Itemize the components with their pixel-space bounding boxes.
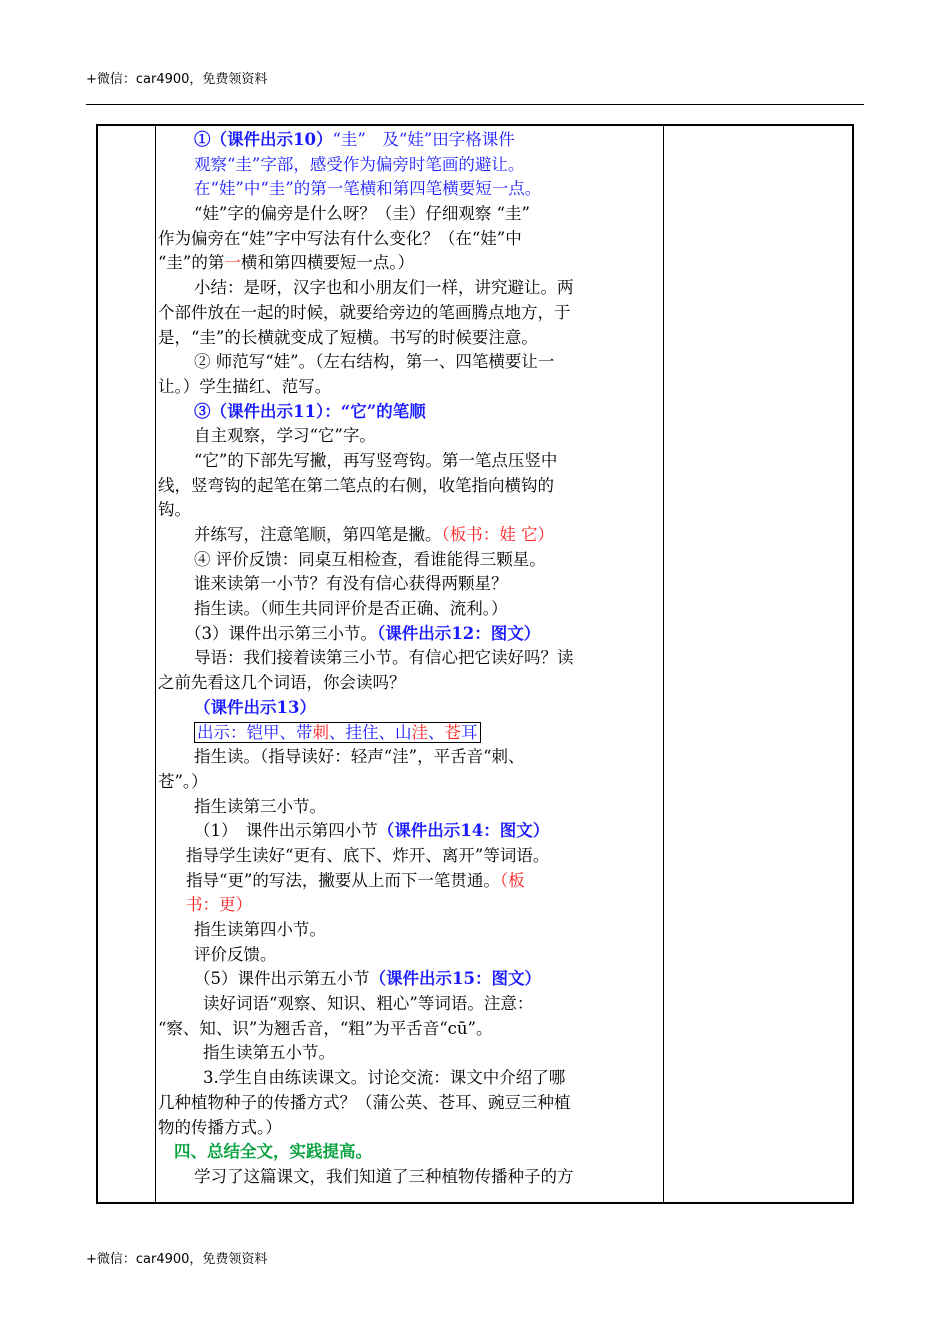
- page-footer: +微信：car4900，免费领资料: [86, 1252, 268, 1267]
- header-rule: [86, 104, 864, 105]
- text-line: 导语：我们接着读第三小节。有信心把它读好吗？读: [194, 648, 574, 668]
- text-line: 苍”。）: [158, 771, 208, 791]
- text-line: 学习了这篇课文，我们知道了三种植物传播种子的方: [194, 1166, 574, 1186]
- text-line: “察、知、识”为翘舌音，“粗”为平舌音“cū”。: [158, 1018, 493, 1038]
- lesson-content: [158, 128, 642, 1190]
- text-line: 几种植物种子的传播方式？（蒲公英、苍耳、豌豆三种植: [158, 1092, 571, 1112]
- text-line: 小结：是呀，汉字也和小朋友们一样，讲究避让。两: [194, 278, 574, 298]
- text-line: 并练写，注意笔顺，第四笔是撇。（板书：娃 它）: [194, 525, 554, 544]
- text-line: ①（课件出示10）“圭” 及“娃”田字格课件: [194, 130, 515, 149]
- word-list-box: 出示：铠甲、带刺、挂住、山洼、苍耳: [194, 722, 481, 743]
- text-line: 指导“更”的写法，撇要从上而下一笔贯通。（板: [186, 870, 525, 890]
- text-line: 自主观察，学习“它”字。: [194, 426, 376, 446]
- text-line: 线，竖弯钩的起笔在第二笔点的右侧，收笔指向横钩的: [158, 475, 554, 495]
- text-line: “娃”字的偏旁是什么呀？（圭）仔细观察 “圭”: [194, 204, 530, 224]
- text-line: （3）课件出示第三小节。（课件出示12：图文）: [185, 623, 541, 643]
- text-line: 读好词语“观察、知识、粗心”等词语。注意：: [203, 994, 534, 1014]
- text-line: 钩。: [158, 500, 191, 520]
- text-line: 指导学生读好“更有、底下、炸开、离开”等词语。: [186, 845, 550, 865]
- text-line: 3.学生自由练读课文。讨论交流：课文中介绍了哪: [203, 1068, 566, 1088]
- text-line: 指生读。（指导读好：轻声“洼”，平舌音“刺、: [194, 747, 525, 767]
- text-line: 让。）学生描红、范写。: [158, 376, 332, 396]
- text-line: 书：更）: [186, 895, 252, 915]
- text-line: 之前先看这几个词语，你会读吗？: [158, 673, 406, 693]
- text-line: ④ 评价反馈：同桌互相检查，看谁能得三颗星。: [194, 549, 546, 569]
- text-line: “它”的下部先写撇，再写竖弯钩。第一笔点压竖中: [194, 450, 558, 470]
- text-line: 物的传播方式。）: [158, 1117, 282, 1137]
- text-line: 指生读。（师生共同评价是否正确、流利。）: [194, 599, 508, 619]
- text-line: （1） 课件出示第四小节（课件出示14：图文）: [194, 821, 550, 841]
- text-line: 观察“圭”字部，感受作为偏旁时笔画的避让。: [194, 154, 525, 174]
- text-line: 指生读第三小节。: [194, 796, 326, 816]
- text-line: ② 师范写“娃”。（左右结构，第一、四笔横要让一: [194, 352, 555, 372]
- text-line: 作为偏旁在“娃”字中写法有什么变化？（在“娃”中: [158, 228, 522, 248]
- text-line: 指生读第四小节。: [194, 920, 326, 939]
- text-line: 指生读第五小节。: [203, 1043, 335, 1063]
- text-line: 在“娃”中“圭”的第一笔横和第四笔横要短一点。: [194, 179, 542, 199]
- text-line: 是，“圭”的长横就变成了短横。书写的时候要注意。: [158, 327, 538, 347]
- section-heading: 四、总结全文，实践提高。: [174, 1142, 372, 1162]
- column-divider-left: [155, 126, 156, 1202]
- text-line: [158, 721, 642, 746]
- text-line: “圭”的第一横和第四横要短一点。）: [158, 253, 415, 273]
- column-divider-right: [663, 126, 664, 1202]
- page-header: +微信：car4900，免费领资料: [86, 72, 268, 87]
- text-line: （5）课件出示第五小节（课件出示15：图文）: [194, 969, 541, 989]
- text-line: 谁来读第一小节？有没有信心获得两颗星？: [194, 574, 508, 594]
- text-line: 评价反馈。: [194, 944, 277, 964]
- text-line: ③（课件出示11）：“它”的笔顺: [194, 401, 426, 421]
- text-line: 个部件放在一起的时候，就要给旁边的笔画腾点地方，于: [158, 302, 571, 322]
- text-line: （课件出示13）: [194, 697, 316, 717]
